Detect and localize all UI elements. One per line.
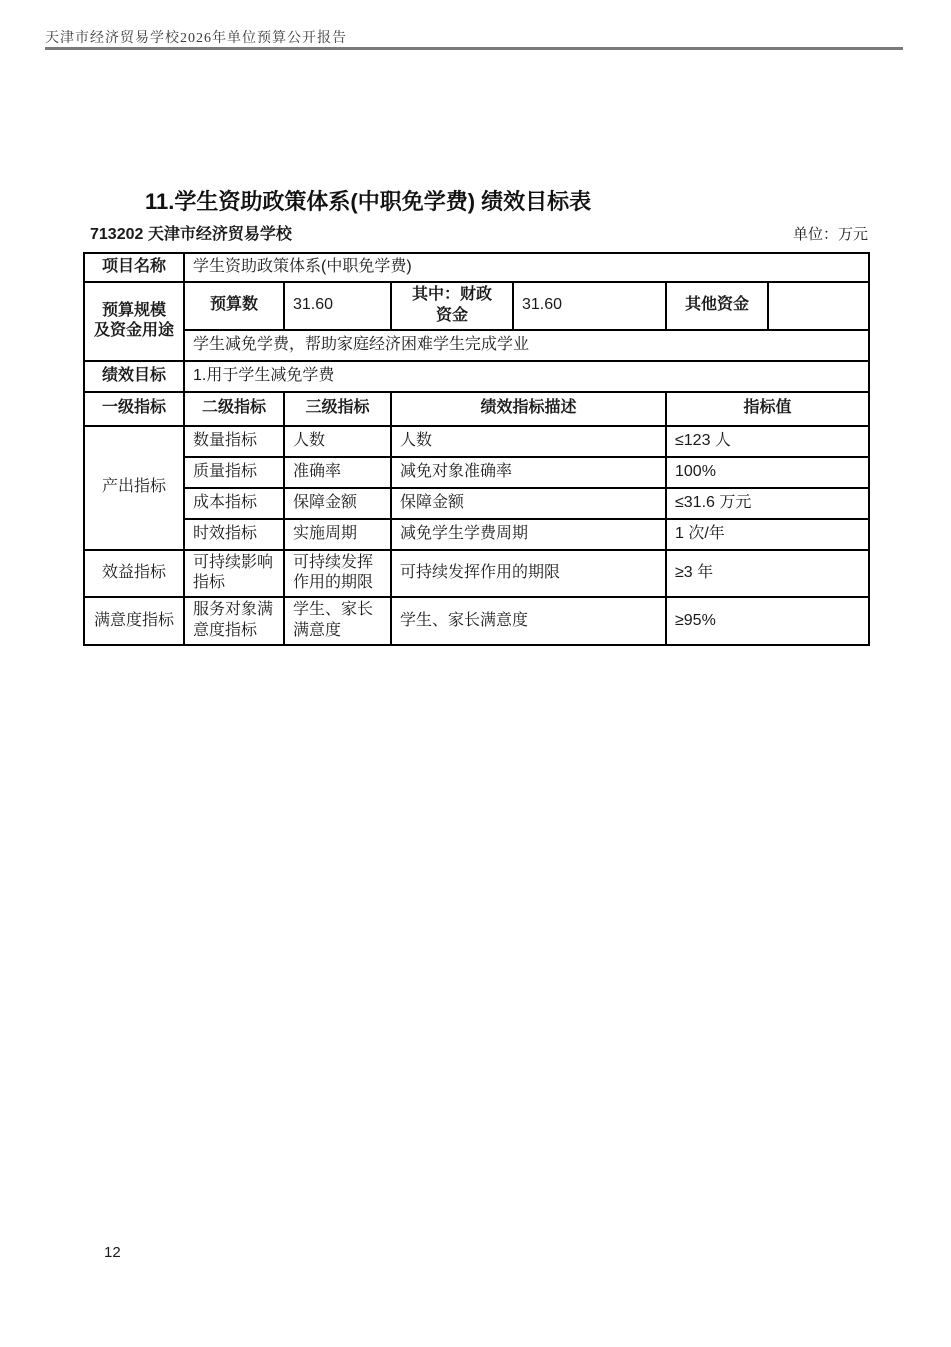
cell-goal-label: 绩效目标 [84, 361, 184, 392]
cell-l2: 成本指标 [184, 488, 284, 519]
cell-budget-value: 31.60 [284, 282, 391, 330]
table-row [84, 457, 869, 488]
cell-output-group-label: 产出指标 [84, 426, 184, 550]
cell-l2: 服务对象满 意度指标 [184, 597, 284, 645]
cell-funds-usage: 学生减免学费，帮助家庭经济困难学生完成学业 [184, 330, 869, 361]
cell-desc: 人数 [391, 426, 666, 457]
header-level3: 三级指标 [284, 392, 391, 426]
cell-budget-section-label: 预算规模 及资金用途 [84, 282, 184, 361]
cell-other-funds-label: 其他资金 [666, 282, 768, 330]
cell-value: 100% [666, 457, 869, 488]
cell-desc: 可持续发挥作用的期限 [391, 550, 666, 598]
header-description: 绩效指标描述 [391, 392, 666, 426]
table-row [84, 282, 869, 330]
cell-desc: 减免学生学费周期 [391, 519, 666, 550]
report-title: 11.学生资助政策体系(中职免学费) 绩效目标表 [145, 189, 592, 214]
table-row [84, 330, 869, 361]
cell-value: ≥3 年 [666, 550, 869, 598]
cell-l3: 实施周期 [284, 519, 391, 550]
header-rule [45, 47, 903, 50]
cell-l3: 学生、家长 满意度 [284, 597, 391, 645]
cell-desc: 保障金额 [391, 488, 666, 519]
doc-header: 天津市经济贸易学校2026年单位预算公开报告 [45, 31, 347, 46]
cell-goal-value: 1.用于学生减免学费 [184, 361, 869, 392]
cell-l3: 可持续发挥 作用的期限 [284, 550, 391, 598]
org-line [90, 221, 868, 244]
cell-satisfaction-group-label: 满意度指标 [84, 597, 184, 645]
org-code-name: 713202 天津市经济贸易学校 [90, 226, 292, 243]
cell-desc: 学生、家长满意度 [391, 597, 666, 645]
cell-l2: 时效指标 [184, 519, 284, 550]
table-row [84, 426, 869, 457]
cell-l2: 可持续影响 指标 [184, 550, 284, 598]
cell-l3: 准确率 [284, 457, 391, 488]
cell-l2: 质量指标 [184, 457, 284, 488]
performance-target-table [83, 252, 870, 646]
table-row [84, 519, 869, 550]
table-row [84, 488, 869, 519]
cell-desc: 减免对象准确率 [391, 457, 666, 488]
table-row [84, 361, 869, 392]
cell-project-name-value: 学生资助政策体系(中职免学费) [184, 253, 869, 282]
cell-l3: 保障金额 [284, 488, 391, 519]
cell-fiscal-label: 其中：财政 资金 [391, 282, 513, 330]
table-row [84, 253, 869, 282]
table-row [84, 597, 869, 645]
cell-value: 1 次/年 [666, 519, 869, 550]
cell-benefit-group-label: 效益指标 [84, 550, 184, 598]
cell-other-funds-value [768, 282, 869, 330]
cell-value: ≥95% [666, 597, 869, 645]
cell-value: ≤31.6 万元 [666, 488, 869, 519]
unit-label: 单位：万元 [792, 226, 868, 243]
header-level1: 一级指标 [84, 392, 184, 426]
cell-budget-label: 预算数 [184, 282, 284, 330]
cell-value: ≤123 人 [666, 426, 869, 457]
header-target-value: 指标值 [666, 392, 869, 426]
page-number: 12 [104, 1244, 121, 1261]
cell-l2: 数量指标 [184, 426, 284, 457]
cell-l3: 人数 [284, 426, 391, 457]
cell-fiscal-value: 31.60 [513, 282, 666, 330]
header-level2: 二级指标 [184, 392, 284, 426]
table-row [84, 550, 869, 598]
table-header-row [84, 392, 869, 426]
cell-project-name-label: 项目名称 [84, 253, 184, 282]
